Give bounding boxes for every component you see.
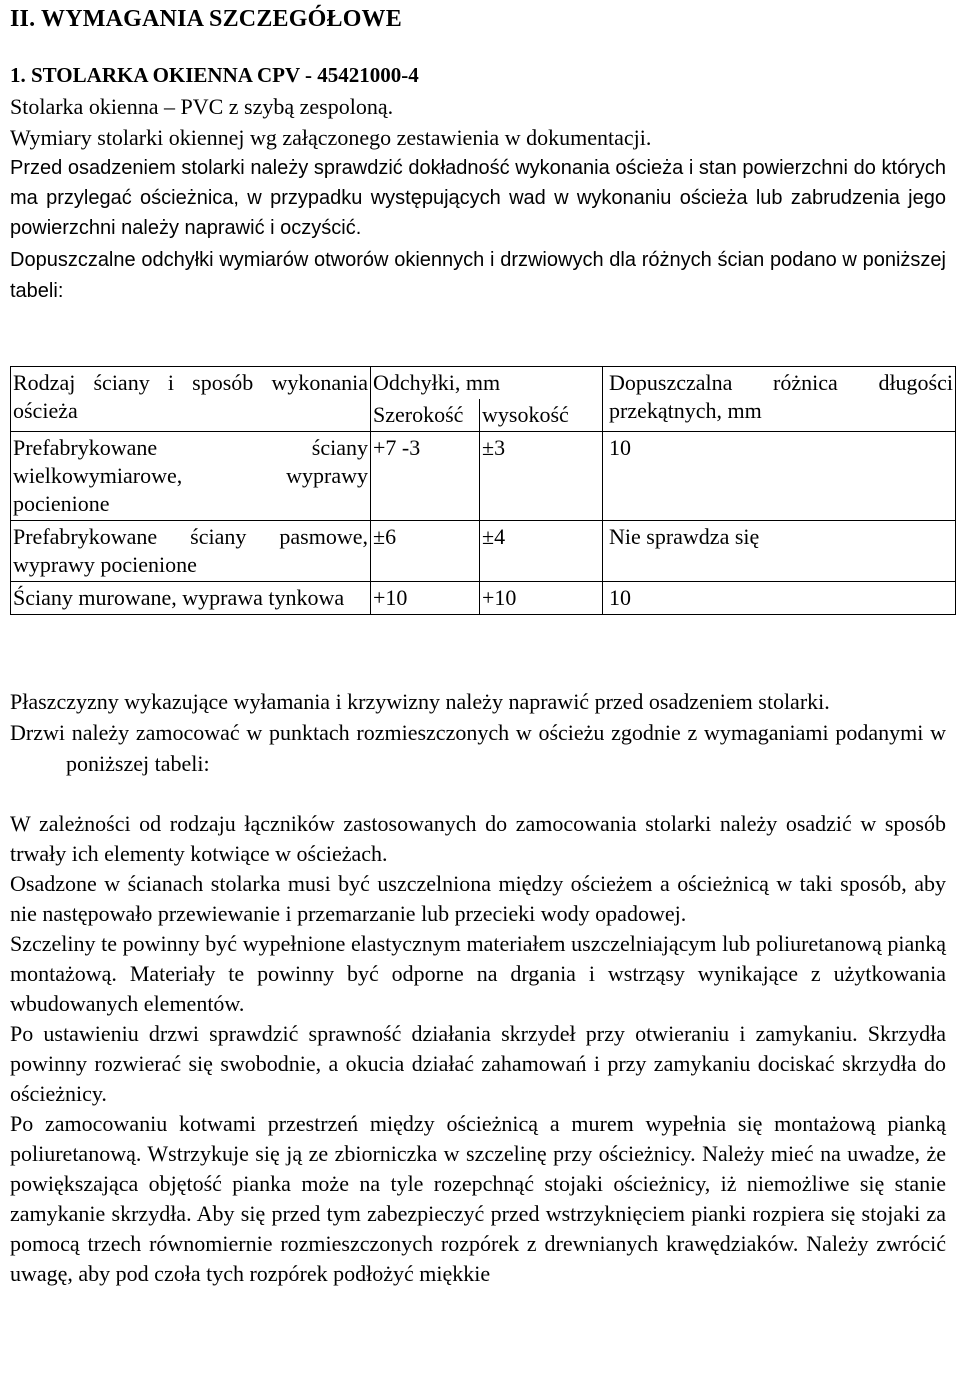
intro-line-2: Wymiary stolarki okiennej wg załączonego zestawienia w dokumentacji. [10, 125, 652, 150]
paragraph-check: Po ustawieniu drzwi sprawdzić sprawność działania skrzydeł przy otwieraniu i zamykaniu. Skrzydła powinny rozwierać się swobodnie, a okucia działać zahamowań i przy zamykaniu dociskać skrzydła do ościeżnicy. [10, 1021, 946, 1106]
paragraph-planes: Płaszczyzny wykazujące wyłamania i krzywizny należy naprawić przed osadzeniem stolarki. [10, 689, 830, 714]
row-width: +10 [371, 582, 480, 615]
paragraph-fasteners: W zależności od rodzaju łączników zastosowanych do zamocowania stolarki należy osadzić w sposób trwały ich elementy kotwiące w ościeżach. [10, 811, 946, 866]
header-diagonal: Dopuszczalna różnica długości przekątnych, mm [603, 367, 956, 432]
section-title: II. WYMAGANIA SZCZEGÓŁOWE [10, 6, 402, 32]
row-height: ±4 [480, 521, 603, 582]
header-wall-type: Rodzaj ściany i sposób wykonania ościeża [11, 367, 371, 432]
header-height: wysokość [480, 399, 603, 432]
intro-line-1: Stolarka okienna – PVC z szybą zespoloną. [10, 94, 394, 119]
table-row [11, 582, 956, 615]
row-diagonal: 10 [603, 432, 956, 521]
row-height: +10 [480, 582, 603, 615]
table-row [11, 432, 956, 521]
row-wall-type: Ściany murowane, wyprawa tynkowa [11, 582, 371, 615]
paragraph-doors: Drzwi należy zamocować w punktach rozmieszczonych w ościeżu zgodnie z wymaganiami podanymi w poniższej tabeli: [10, 720, 946, 776]
body-section [10, 686, 946, 1289]
row-width: +7 -3 [371, 432, 480, 521]
row-wall-type: Prefabrykowane ściany pasmowe, wyprawy pocienione [11, 521, 371, 582]
header-width: Szerokość [371, 399, 480, 432]
header-deviations: Odchyłki, mm [371, 367, 603, 400]
table-header-row [11, 367, 956, 400]
row-width: ±6 [371, 521, 480, 582]
tolerance-table [10, 366, 956, 615]
row-diagonal: Nie sprawdza się [603, 521, 956, 582]
row-diagonal: 10 [603, 582, 956, 615]
intro-paragraph-2: Dopuszczalne odchyłki wymiarów otworów okiennych i drzwiowych dla różnych ścian podano w poniższej tabeli: [10, 249, 946, 302]
intro-paragraph-1: Przed osadzeniem stolarki należy sprawdzić dokładność wykonania ościeża i stan powierzchni do których ma przylegać ościeżnica, w przypadku występujących wad w wykonaniu ościeża lub zabrudzenia jego powierzchni należy naprawić i oczyścić. [10, 157, 946, 239]
paragraph-foam: Po zamocowaniu kotwami przestrzeń między ościeżnicą a murem wypełnia się montażową pianką poliuretanową. Wstrzykuje się ją ze zbiorniczka w szczelinę przy ościeżnicy. Należy mieć na uwadze, że powiększająca objętość pianka może na tyle rozepchnąć stojaki ościeżnicy, iż niemożliwe się stanie zamykanie skrzydła. Aby się przed tym zabezpieczyć przed wstrzyknięciem pianki rozpiera się stojaki za pomocą trzech równomiernie rozmieszczonych rozpórek z drewnianych krawędziaków. Należy zwrócić uwagę, aby pod czoła tych rozpórek podłożyć miękkie [10, 1111, 946, 1286]
row-wall-type: Prefabrykowane ściany wielkowymiarowe, wyprawy pocienione [11, 432, 371, 521]
subheading: 1. STOLARKA OKIENNA CPV - 45421000-4 [10, 63, 419, 87]
row-height: ±3 [480, 432, 603, 521]
paragraph-sealing: Osadzone w ścianach stolarka musi być uszczelniona między ościeżem a ościeżnicą w taki sposób, aby nie następowało przewiewanie i przemarzanie lub przecieki wody opadowej. [10, 871, 946, 926]
paragraph-gaps: Szczeliny te powinny być wypełnione elastycznym materiałem uszczelniającym lub poliuretanową pianką montażową. Materiały te powinny być odporne na drgania i wstrząsy wynikające z użytkowania wbudowanych elementów. [10, 931, 946, 1016]
intro-section [10, 60, 946, 307]
table-row [11, 521, 956, 582]
